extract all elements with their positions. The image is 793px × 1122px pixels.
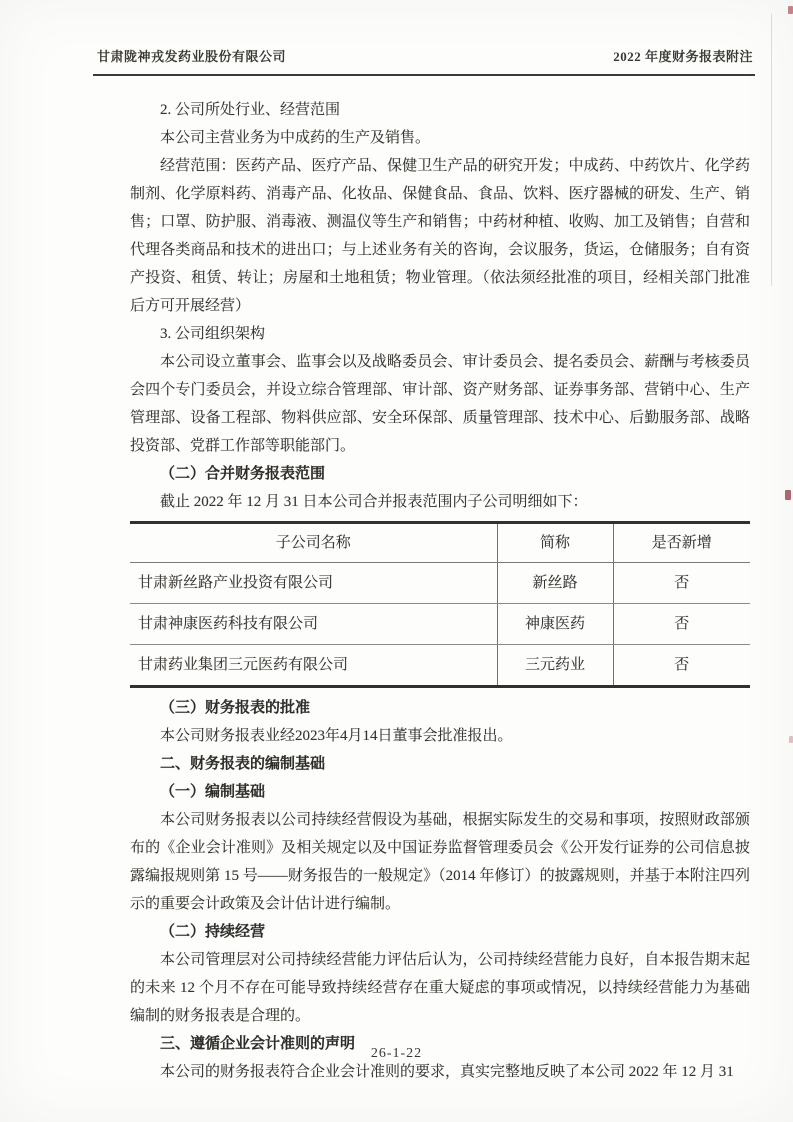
- document-body: [130, 96, 750, 1086]
- short-name-cell: 神康医药: [497, 604, 613, 645]
- para-org-structure: 本公司设立董事会、监事会以及战略委员会、审计委员会、提名委员会、薪酬与考核委员会四个专门委员会，并设立综合管理部、审计部、资产财务部、证券事务部、营销中心、生产管理部、设备工程部、物料供应部、安全环保部、质量管理部、技术中心、后勤服务部、战略投资部、党群工作部等职能部门。: [130, 354, 750, 454]
- short-name-cell: 三元药业: [497, 645, 613, 687]
- heading-preparation-basis-section: 二、财务报表的编制基础: [160, 756, 326, 772]
- para-consolidation-intro: 截止 2022 年 12 月 31 日本公司合并报表范围内子公司明细如下：: [160, 494, 588, 510]
- heading-going-concern: （二）持续经营: [160, 924, 266, 940]
- heading-fs-approval: （三）财务报表的批准: [160, 700, 311, 716]
- scan-artifact-red: [789, 736, 793, 743]
- header-rule: [93, 74, 755, 76]
- subsidiary-name-cell: 甘肃神康医药科技有限公司: [130, 604, 497, 645]
- report-title: 2022 年度财务报表附注: [613, 49, 753, 64]
- heading-org-structure: 3. 公司组织架构: [160, 326, 266, 342]
- scan-artifact-red: [788, 6, 793, 14]
- page-footer: [0, 1046, 793, 1062]
- company-name: 甘肃陇神戎发药业股份有限公司: [97, 49, 287, 64]
- newly-added-cell: 否: [613, 645, 750, 687]
- para-preparation-basis: 本公司财务报表以公司持续经营假设为基础，根据实际发生的交易和事项，按照财政部颁布的《企业会计准则》及相关规定以及中国证券监督管理委员会《公开发行证券的公司信息披露编报规则第 15 号——财务报告的一般规定》（2014 年修订）的披露规则，并基于本附注四列示的重要会计政策及会计估计进行编制。: [130, 812, 750, 912]
- col-header-short-name: 简称: [497, 523, 613, 563]
- heading-consolidation-scope: （二）合并财务报表范围: [160, 466, 326, 482]
- para-main-business: 本公司主营业务为中成药的生产及销售。: [160, 130, 431, 146]
- para-compliance-statement: 本公司的财务报表符合企业会计准则的要求，真实完整地反映了本公司 2022 年 12 月 31: [160, 1064, 734, 1080]
- table-row: [130, 604, 750, 645]
- newly-added-cell: 否: [613, 604, 750, 645]
- table-row: [130, 645, 750, 687]
- col-header-subsidiary-name: 子公司名称: [130, 523, 497, 563]
- table-header-row: [130, 523, 750, 563]
- para-going-concern: 本公司管理层对公司持续经营能力评估后认为，公司持续经营能力良好，自本报告期末起的未来 12 个月不存在可能导致持续经营存在重大疑虑的事项或情况，以持续经营能力为基础编制的财务报表是合理的。: [130, 952, 750, 1024]
- subsidiaries-table: [130, 521, 750, 688]
- heading-compliance-statement: 三、遵循企业会计准则的声明: [160, 1036, 356, 1052]
- page-header: [97, 46, 753, 65]
- short-name-cell: 新丝路: [497, 563, 613, 604]
- page-number: 26-1-22: [370, 1046, 423, 1061]
- newly-added-cell: 否: [613, 563, 750, 604]
- para-fs-approval: 本公司财务报表业经2023年4月14日董事会批准报出。: [160, 728, 513, 744]
- subsidiary-name-cell: 甘肃药业集团三元医药有限公司: [138, 657, 349, 673]
- scan-artifact-red: [785, 490, 791, 500]
- table-row: [130, 563, 750, 604]
- heading-industry-scope: 2. 公司所处行业、经营范围: [160, 102, 341, 118]
- col-header-newly-added: 是否新增: [613, 523, 750, 563]
- scan-edge-line: [771, 14, 772, 286]
- para-business-scope: 经营范围：医药产品、医疗产品、保健卫生产品的研究开发；中成药、中药饮片、化学药制剂、化学原料药、消毒产品、化妆品、保健食品、食品、饮料、医疗器械的研发、生产、销售；口罩、防护服、消毒液、测温仪等生产和销售；中药材种植、收购、加工及销售；自营和代理各类商品和技术的进出口；与上述业务有关的咨询，会议服务，货运，仓储服务；自有资产投资、租赁、转让；房屋和土地租赁；物业管理。（依法须经批准的项目，经相关部门批准后方可开展经营）: [130, 158, 750, 314]
- subsidiary-name-cell: 甘肃新丝路产业投资有限公司: [130, 563, 497, 604]
- heading-preparation-basis: （一）编制基础: [160, 784, 266, 800]
